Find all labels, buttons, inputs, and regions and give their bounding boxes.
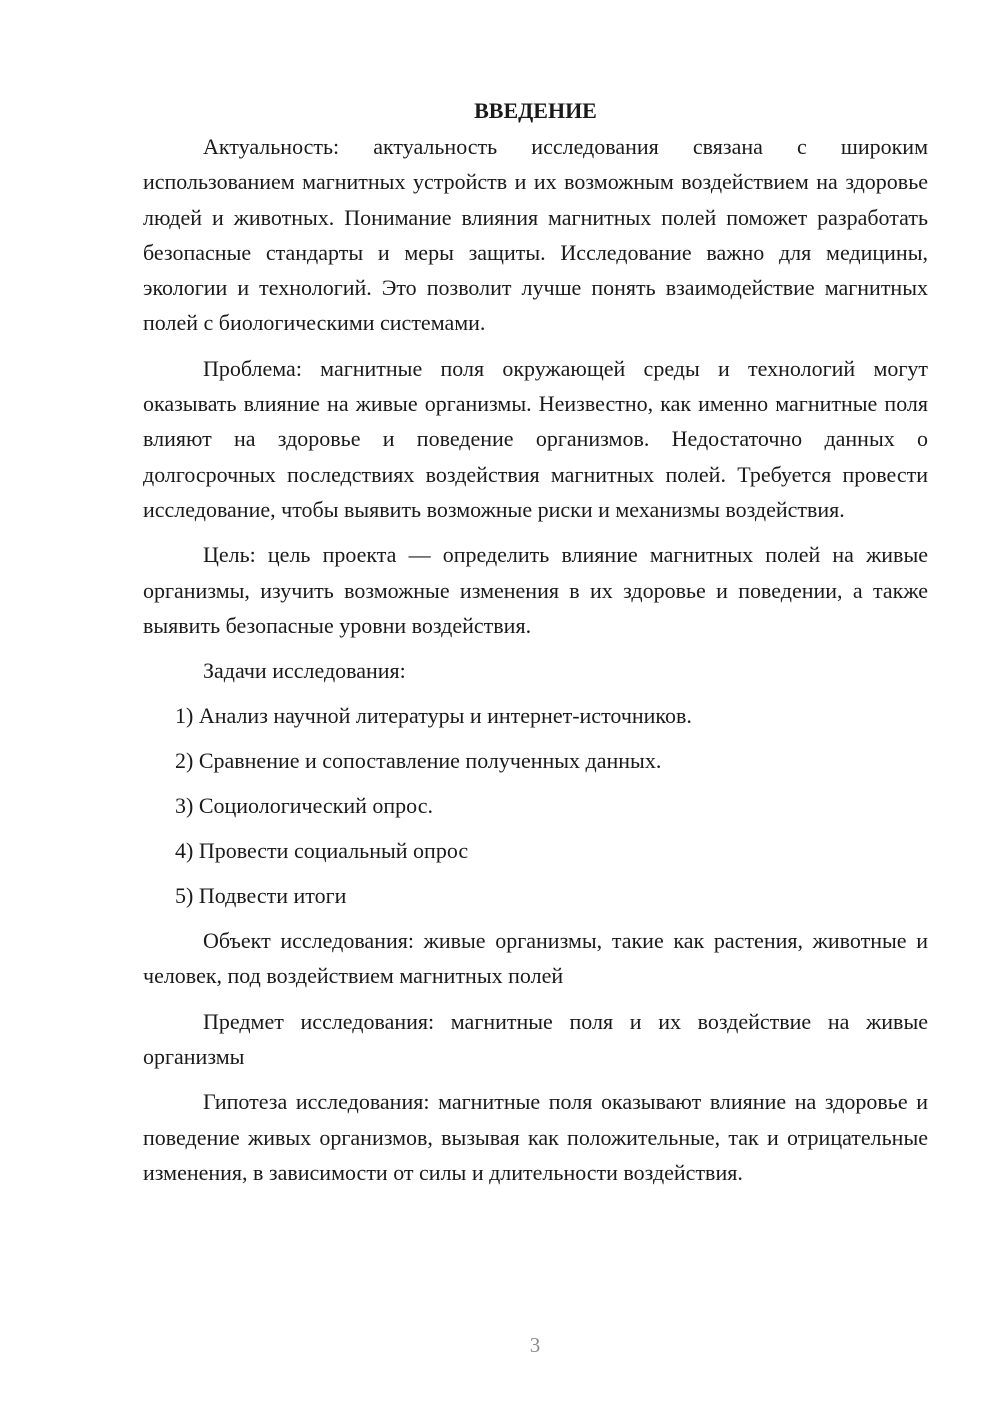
subject-paragraph: Предмет исследования: магнитные поля и их воздействие на живые организмы: [143, 1008, 928, 1070]
task-item: 1) Анализ научной литературы и интернет-источников.: [175, 703, 692, 729]
tasks-list: [143, 698, 928, 913]
tasks-heading: Задачи исследования:: [203, 658, 406, 684]
document-page: [143, 93, 928, 1200]
relevance-paragraph: Актуальность: актуальность исследования связана с широким использованием магнитных устройств и их возможным воздействием на здоровье людей и животных. Понимание влияния магнитных полей поможет разработать безопасные стандарты и меры защиты. Исследование важно для медицины, экологии и технологий. Это позволит лучше понять взаимодействие магнитных полей с биологическими системами.: [143, 134, 928, 336]
task-item: 4) Провести социальный опрос: [175, 838, 469, 864]
task-item: 3) Социологический опрос.: [175, 793, 433, 819]
page-number: 3: [529, 1333, 541, 1357]
object-paragraph: Объект исследования: живые организмы, такие как растения, животные и человек, под воздействием магнитных полей: [143, 928, 928, 989]
goal-paragraph: Цель: цель проекта — определить влияние магнитных полей на живые организмы, изучить возможные изменения в их здоровье и поведении, а также выявить безопасные уровни воздействия.: [143, 542, 928, 638]
problem-paragraph: Проблема: магнитные поля окружающей среды и технологий могут оказывать влияние на живые организмы. Неизвестно, как именно магнитные поля влияют на здоровье и поведение организмов. Недостаточно данных о долгосрочных последствиях воздействия магнитных полей. Требуется провести исследование, чтобы выявить возможные риски и механизмы воздействия.: [143, 355, 928, 522]
hypothesis-paragraph: Гипотеза исследования: магнитные поля оказывают влияние на здоровье и поведение живых организмов, вызывая как положительные, так и отрицательные изменения, в зависимости от силы и длительности воздействия.: [143, 1089, 928, 1185]
section-heading: ВВЕДЕНИЕ: [474, 98, 597, 123]
task-item: 5) Подвести итоги: [175, 883, 347, 909]
task-item: 2) Сравнение и сопоставление полученных данных.: [175, 748, 662, 774]
